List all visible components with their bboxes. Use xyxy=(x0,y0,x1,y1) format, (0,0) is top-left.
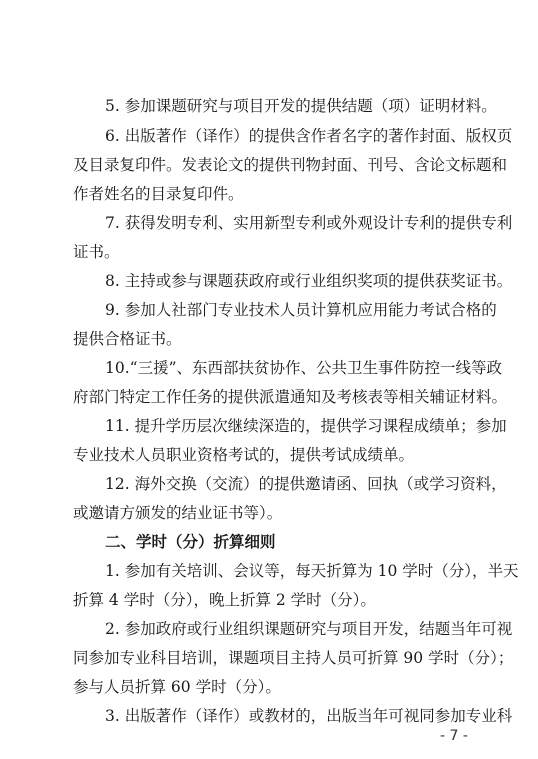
document-page: 5. 参加课题研究与项目开发的提供结题（项）证明材料。 6. 出版著作（译作）的提供含作者名字的著作封面、版权页 及目录复印件。发表论文的提供刊物封面、刊号、含论文标题和 作者姓名的目录复印件。 7. 获得发明专利、实用新型专利或外观设计专利的提供专利 证书。 8. 主持或参与课题获政府或行业组织奖项的提供获奖证书。 9. 参加人社部门专业技术人员计算机应用能力考试合格的 提供合格证书。 10.“三援”、东西部扶贫协作、公共卫生事件防控一线等政 府部门特定工作任务的提供派遣通知及考核表等相关辅证材料。 11. 提升学历层次继续深造的，提供学习课程成绩单；参加 专业技术人员职业资格考试的，提供考试成绩单。 12. 海外交换（交流）的提供邀请函、回执（或学习资料， 或邀请方颁发的结业证书等）。 二、学时（分）折算细则 1. 参加有关培训、会议等，每天折算为 10 学时（分），半天 折算 4 学时（分），晚上折算 2 学时（分）。 2. 参加政府或行业组织课题研究与项目开发，结题当年可视 同参加专业科目培训，课题项目主持人员可折算 90 学时（分）； 参与人员折算 60 学时（分）。 3. 出版著作（译作）或教材的，出版当年可视同参加专业科 - 7 - xyxy=(73,97,519,744)
page-number: - 7 - xyxy=(440,728,468,744)
